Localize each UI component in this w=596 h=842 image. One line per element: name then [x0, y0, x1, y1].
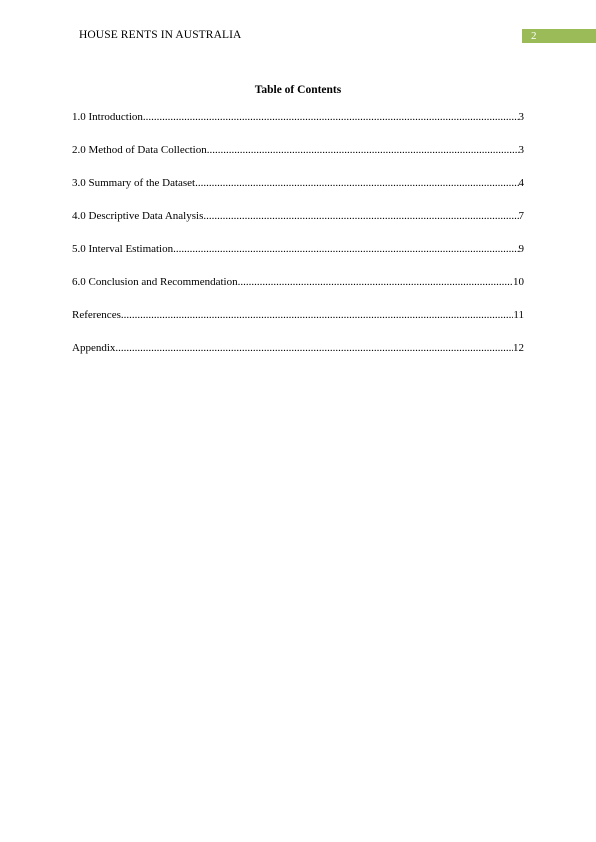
toc-entry-page: 12 [513, 342, 524, 354]
toc-dot-leader [173, 243, 518, 255]
toc-entry-descriptive-data-analysis[interactable] [72, 210, 524, 243]
toc-entry-label: 3.0 Summary of the Dataset [72, 177, 196, 189]
toc-entry-appendix[interactable] [72, 342, 524, 375]
toc-entry-page: 3 [518, 111, 524, 123]
toc-title: Table of Contents [254, 84, 342, 96]
page-number: 2 [531, 30, 537, 42]
toc-entry-conclusion-and-recommendation[interactable] [72, 276, 524, 309]
toc-dot-leader [238, 276, 513, 288]
toc-dot-leader [195, 177, 518, 189]
toc-dot-leader [143, 111, 519, 123]
toc-entry-page: 4 [518, 177, 524, 189]
toc-list [72, 111, 524, 375]
toc-dot-leader [207, 144, 519, 156]
toc-entry-method-of-data-collection[interactable] [72, 144, 524, 177]
toc-entry-summary-of-dataset[interactable] [72, 177, 524, 210]
toc-entry-references[interactable] [72, 309, 524, 342]
toc-dot-leader [121, 309, 514, 321]
toc-dot-leader [115, 342, 513, 354]
running-head: HOUSE RENTS IN AUSTRALIA [79, 29, 242, 41]
page-number-badge [522, 29, 596, 43]
toc-entry-label: 5.0 Interval Estimation [72, 243, 174, 255]
toc-entry-label: References [72, 309, 121, 321]
toc-entry-label: 2.0 Method of Data Collection [72, 144, 207, 156]
toc-entry-page: 3 [518, 144, 524, 156]
toc-entry-introduction[interactable] [72, 111, 524, 144]
toc-entry-page: 7 [518, 210, 524, 222]
toc-entry-page: 9 [518, 243, 524, 255]
toc-entry-interval-estimation[interactable] [72, 243, 524, 276]
toc-entry-label: 6.0 Conclusion and Recommendation [72, 276, 238, 288]
toc-dot-leader [203, 210, 518, 222]
toc-entry-label: 1.0 Introduction [72, 111, 143, 123]
toc-entry-page: 11 [513, 309, 524, 321]
toc-entry-page: 10 [513, 276, 524, 288]
toc-entry-label: 4.0 Descriptive Data Analysis [72, 210, 204, 222]
toc-entry-label: Appendix [72, 342, 116, 354]
